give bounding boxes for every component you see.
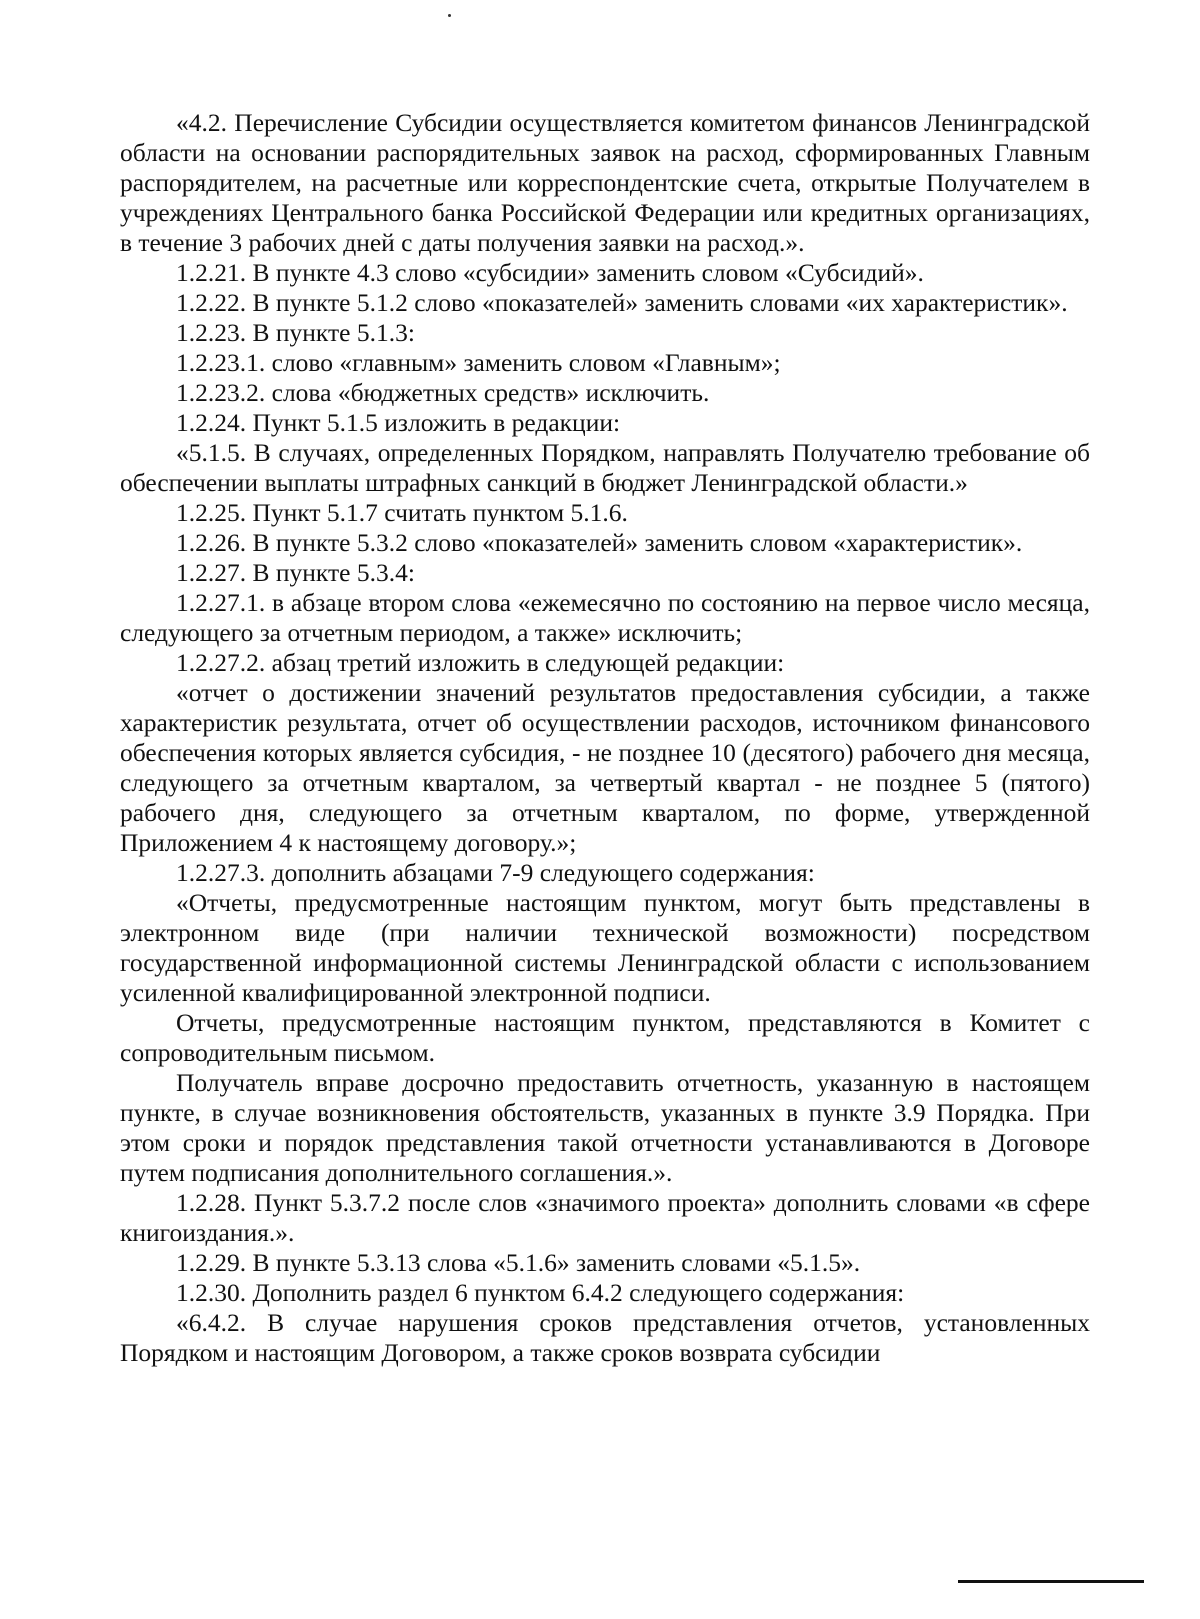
paragraph: 1.2.23.1. слово «главным» заменить словом «Главным»;: [176, 348, 781, 377]
paragraph: Отчеты, предусмотренные настоящим пунктом, представляются в Комитет с сопроводительным письмом.: [120, 1008, 1090, 1067]
paragraph: «6.4.2. В случае нарушения сроков представления отчетов, установленных Порядком и настоящим Договором, а также сроков возврата субсидии: [120, 1308, 1090, 1367]
paragraph: Получатель вправе досрочно предоставить отчетность, указанную в настоящем пункте, в случае возникновения обстоятельств, указанных в пункте 3.9 Порядка. При этом сроки и порядок представления такой отчетности устанавливаются в Договоре путем подписания дополнительного соглашения.».: [120, 1068, 1090, 1187]
paragraph: 1.2.26. В пункте 5.3.2 слово «показателей» заменить словом «характеристик».: [176, 528, 1023, 557]
paragraph: «5.1.5. В случаях, определенных Порядком, направлять Получателю требование об обеспечении выплаты штрафных санкций в бюджет Ленинградской области.»: [120, 438, 1090, 497]
paragraph: «Отчеты, предусмотренные настоящим пунктом, могут быть представлены в электронном виде (при наличии технической возможности) посредством государственной информационной системы Ленинградской области с использованием усиленной квалифицированной электронной подписи.: [120, 888, 1090, 1007]
paragraph: 1.2.21. В пункте 4.3 слово «субсидии» заменить словом «Субсидий».: [176, 258, 924, 287]
document-body: [120, 108, 1090, 1368]
paragraph: 1.2.25. Пункт 5.1.7 считать пунктом 5.1.6.: [176, 498, 628, 527]
paragraph: 1.2.30. Дополнить раздел 6 пунктом 6.4.2 следующего содержания:: [176, 1278, 905, 1307]
paragraph: 1.2.27.1. в абзаце втором слова «ежемесячно по состоянию на первое число месяца, следующего за отчетным периодом, а также» исключить;: [120, 588, 1090, 647]
paragraph: 1.2.23.2. слова «бюджетных средств» исключить.: [176, 378, 710, 407]
paragraph: 1.2.29. В пункте 5.3.13 слова «5.1.6» заменить словами «5.1.5».: [176, 1248, 861, 1277]
scan-speck: [448, 14, 451, 17]
paragraph: 1.2.28. Пункт 5.3.7.2 после слов «значимого проекта» дополнить словами «в сфере книгоиздания.».: [120, 1188, 1090, 1247]
paragraph: «4.2. Перечисление Субсидии осуществляется комитетом финансов Ленинградской области на основании распорядительных заявок на расход, сформированных Главным распорядителем, на расчетные или корреспондентские счета, открытые Получателем в учреждениях Центрального банка Российской Федерации или кредитных организациях, в течение 3 рабочих дней с даты получения заявки на расход.».: [120, 108, 1090, 257]
paragraph: 1.2.23. В пункте 5.1.3:: [176, 318, 415, 347]
bottom-rule-line: [958, 1580, 1144, 1583]
paragraph: 1.2.27.3. дополнить абзацами 7-9 следующего содержания:: [176, 858, 815, 887]
paragraph: «отчет о достижении значений результатов предоставления субсидии, а также характеристик результата, отчет об осуществлении расходов, источником финансового обеспечения которых является субсидия, - не позднее 10 (десятого) рабочего дня месяца, следующего за отчетным кварталом, за четвертый квартал - не позднее 5 (пятого) рабочего дня, следующего за отчетным кварталом, по форме, утвержденной Приложением 4 к настоящему договору.»;: [120, 678, 1090, 857]
paragraph: 1.2.24. Пункт 5.1.5 изложить в редакции:: [176, 408, 621, 437]
paragraph: 1.2.27. В пункте 5.3.4:: [176, 558, 415, 587]
paragraph: 1.2.22. В пункте 5.1.2 слово «показателей» заменить словами «их характеристик».: [176, 288, 1068, 317]
paragraph: 1.2.27.2. абзац третий изложить в следующей редакции:: [176, 648, 785, 677]
